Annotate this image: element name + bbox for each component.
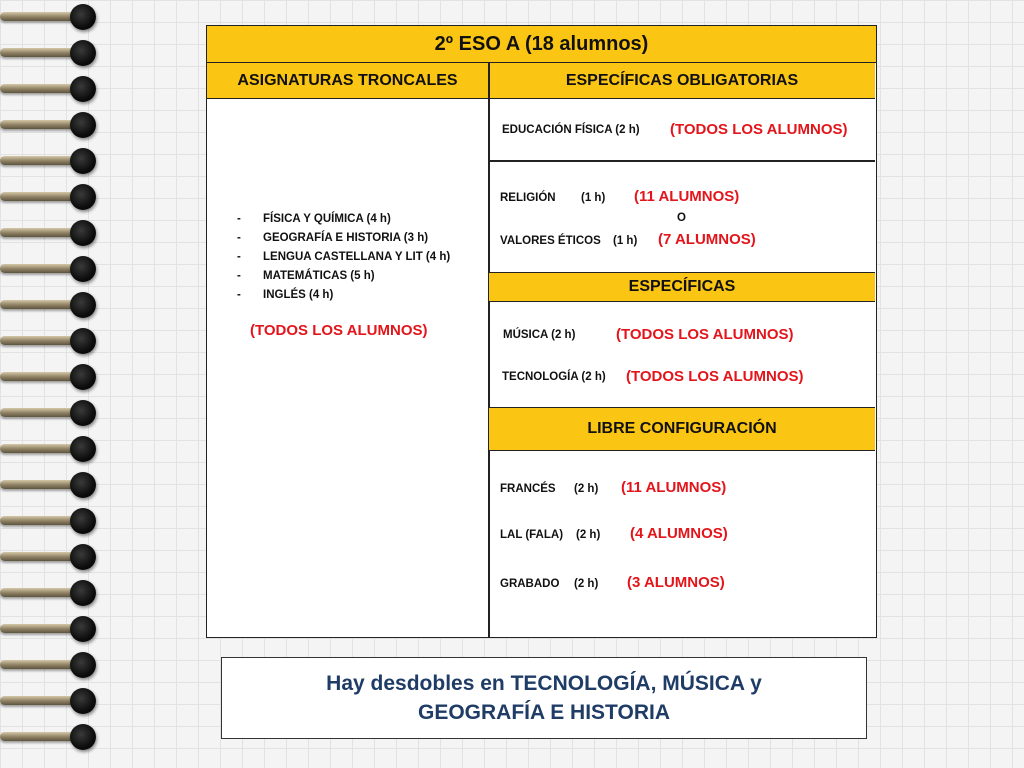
spiral-ring	[0, 73, 100, 107]
spiral-ring	[0, 397, 100, 431]
spiral-ring	[0, 253, 100, 287]
troncales-header: ASIGNATURAS TRONCALES	[207, 63, 489, 99]
especificas-obligatorias-header: ESPECÍFICAS OBLIGATORIAS	[489, 63, 875, 99]
spiral-ring	[0, 649, 100, 683]
valores-hours: (1 h)	[613, 235, 638, 247]
religion-hours: (1 h)	[581, 192, 606, 204]
spiral-ring	[0, 289, 100, 323]
grabado-count: (3 ALUMNOS)	[627, 574, 725, 591]
spiral-ring	[0, 181, 100, 215]
note-line: GEOGRAFÍA E HISTORIA	[417, 701, 671, 724]
column-divider	[488, 63, 490, 637]
or-separator: O	[677, 212, 686, 224]
religion-subject: RELIGIÓN	[500, 192, 556, 204]
troncales-list	[237, 210, 450, 305]
tecnologia-count: (TODOS LOS ALUMNOS)	[626, 368, 804, 385]
spiral-ring	[0, 325, 100, 359]
frances-subject: FRANCÉS	[500, 483, 556, 495]
spiral-ring	[0, 145, 100, 179]
educacion-fisica-subject: EDUCACIÓN FÍSICA (2 h)	[502, 124, 640, 136]
spiral-ring	[0, 505, 100, 539]
spiral-ring	[0, 37, 100, 71]
spiral-ring	[0, 577, 100, 611]
valores-count: (7 ALUMNOS)	[658, 231, 756, 248]
table-title: 2º ESO A (18 alumnos)	[207, 26, 876, 63]
spiral-ring	[0, 361, 100, 395]
spiral-ring	[0, 109, 100, 143]
row-divider	[489, 160, 875, 162]
list-item: - LENGUA CASTELLANA Y LIT (4 h)	[237, 251, 451, 263]
spiral-ring	[0, 469, 100, 503]
educacion-fisica-count: (TODOS LOS ALUMNOS)	[670, 121, 848, 138]
troncales-count: (TODOS LOS ALUMNOS)	[250, 322, 428, 339]
tecnologia-subject: TECNOLOGÍA (2 h)	[502, 371, 606, 383]
musica-count: (TODOS LOS ALUMNOS)	[616, 326, 794, 343]
desdobles-note	[221, 657, 867, 739]
libre-configuracion-header: LIBRE CONFIGURACIÓN	[489, 407, 875, 451]
list-item: - GEOGRAFÍA E HISTORIA (3 h)	[237, 232, 429, 244]
spiral-ring	[0, 433, 100, 467]
religion-count: (11 ALUMNOS)	[634, 188, 740, 205]
list-item: - MATEMÁTICAS (5 h)	[237, 270, 375, 282]
grabado-hours: (2 h)	[574, 578, 599, 590]
spiral-ring	[0, 685, 100, 719]
grabado-subject: GRABADO	[500, 578, 560, 590]
list-item: - INGLÉS (4 h)	[237, 289, 334, 301]
note-line: Hay desdobles en TECNOLOGÍA, MÚSICA y	[326, 672, 762, 695]
spiral-ring	[0, 721, 100, 755]
list-item: - FÍSICA Y QUÍMICA (4 h)	[237, 213, 391, 225]
frances-count: (11 ALUMNOS)	[621, 479, 727, 496]
subjects-table	[206, 25, 877, 638]
lal-subject: LAL (FALA)	[500, 529, 564, 541]
spiral-ring	[0, 541, 100, 575]
musica-subject: MÚSICA (2 h)	[503, 329, 576, 341]
frances-hours: (2 h)	[574, 483, 599, 495]
spiral-ring	[0, 217, 100, 251]
spiral-ring	[0, 613, 100, 647]
lal-count: (4 ALUMNOS)	[630, 525, 728, 542]
notebook-spiral-binding	[0, 0, 110, 768]
spiral-ring	[0, 1, 100, 35]
lal-hours: (2 h)	[576, 529, 601, 541]
valores-subject: VALORES ÉTICOS	[500, 235, 601, 247]
especificas-header: ESPECÍFICAS	[489, 272, 875, 302]
